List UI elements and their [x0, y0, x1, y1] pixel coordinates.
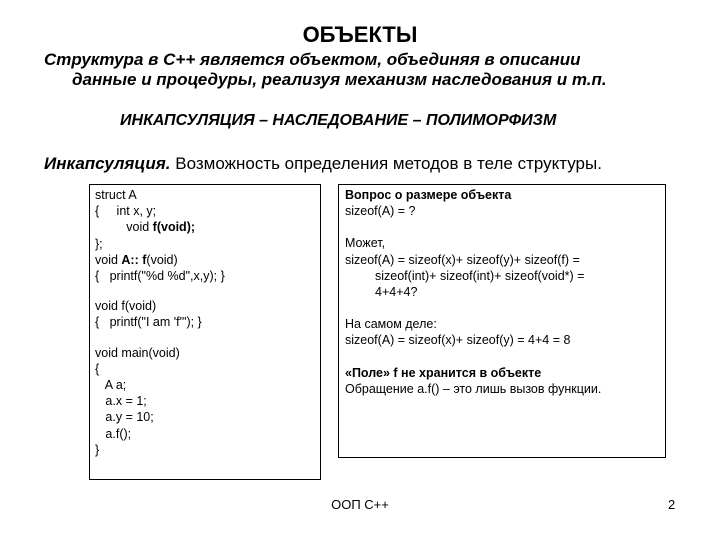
size-explanation-box [338, 184, 666, 458]
oop-principles: ИНКАПСУЛЯЦИЯ – НАСЛЕДОВАНИЕ – ПОЛИМОРФИЗМ [120, 112, 557, 129]
encapsulation-text: Возможность определения методов в теле структуры. [170, 154, 602, 173]
maybe-line: sizeof(A) = sizeof(x)+ sizeof(y)+ sizeof(f) = [345, 252, 580, 267]
code-line: void f(void); [95, 220, 196, 235]
intro-line-2: данные и процедуры, реализуя механизм наследования и т.п. [72, 70, 607, 89]
maybe-line: sizeof(int)+ sizeof(int)+ sizeof(void*) = [375, 268, 585, 283]
footer-course: ООП С++ [331, 497, 389, 512]
code-line: a.f(); [95, 426, 132, 441]
code-scope-name: A:: f [121, 252, 147, 267]
size-question-title: Вопрос о размере объекта [345, 188, 512, 202]
encapsulation-definition [44, 154, 602, 174]
code-line: { int x, y; [95, 204, 157, 219]
code-line: void f(void) [95, 299, 157, 314]
code-line: A a; [95, 378, 127, 393]
code-line: { [95, 361, 100, 376]
page-number: 2 [668, 497, 676, 512]
code-method-name: f(void); [152, 220, 196, 235]
maybe-line: 4+4+4? [375, 285, 418, 300]
maybe-label: Может, [345, 236, 386, 251]
note-title: «Поле» f не хранится в объекте [345, 365, 542, 380]
code-line: } [95, 442, 100, 457]
size-question-expr: sizeof(A) = ? [345, 204, 416, 219]
intro-line-1: Структура в C++ является объектом, объединяя в описании [44, 50, 581, 69]
code-line: void main(void) [95, 345, 180, 360]
encapsulation-term: Инкапсуляция. [44, 154, 171, 173]
code-line: struct A [95, 188, 137, 202]
intro-text [44, 50, 607, 90]
code-example-box [89, 184, 321, 480]
slide-title: ОБЪЕКТЫ [302, 22, 418, 47]
note-text: Обращение a.f() – это лишь вызов функции. [345, 381, 602, 396]
actual-expr: sizeof(A) = sizeof(x)+ sizeof(y) = 4+4 = 8 [345, 333, 571, 348]
actual-label: На самом деле: [345, 317, 437, 332]
code-line: a.x = 1; [95, 394, 147, 409]
code-line: a.y = 10; [95, 410, 154, 425]
code-line: }; [95, 236, 103, 251]
code-line: void A:: f(void) [95, 252, 178, 267]
code-line: { printf("%d %d",x,y); } [95, 269, 225, 284]
code-line: { printf("I am 'f'"); } [95, 315, 202, 330]
